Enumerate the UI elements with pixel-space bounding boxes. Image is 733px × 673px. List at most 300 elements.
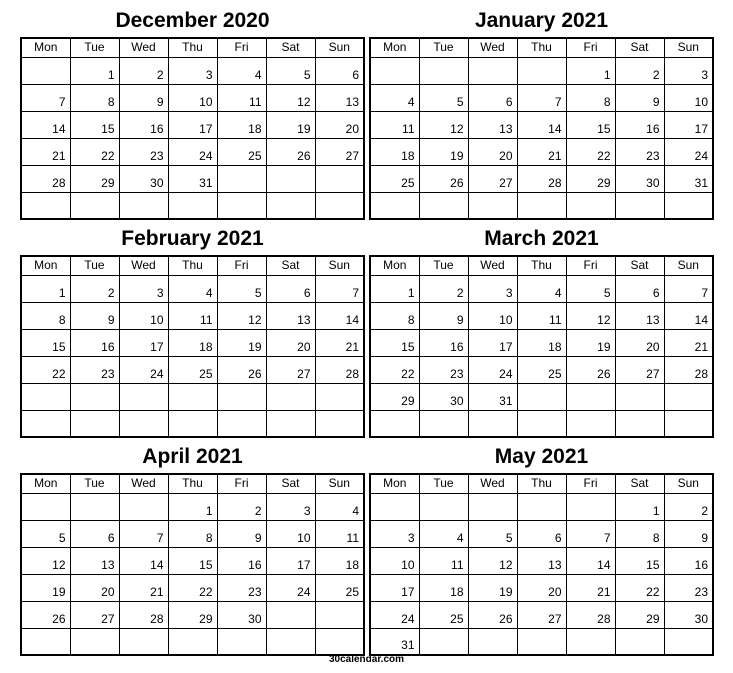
day-cell: 28 [664,356,713,383]
day-cell: 12 [21,547,70,574]
week-row [21,111,364,138]
day-cell [517,628,566,655]
day-cell: 24 [370,601,419,628]
day-cell: 31 [168,165,217,192]
day-cell: 5 [468,520,517,547]
day-cell: 8 [566,84,615,111]
weekday-header: Mon [21,474,70,493]
week-row [370,329,713,356]
day-cell [315,192,364,219]
day-cell: 28 [517,165,566,192]
day-cell: 20 [517,574,566,601]
week-row [21,356,364,383]
day-cell: 8 [370,302,419,329]
day-cell: 1 [21,275,70,302]
day-cell: 22 [70,138,119,165]
day-cell: 7 [664,275,713,302]
day-cell: 21 [664,329,713,356]
day-cell [566,192,615,219]
day-cell: 14 [315,302,364,329]
day-cell: 26 [21,601,70,628]
day-cell [566,410,615,437]
day-cell: 3 [266,493,315,520]
day-cell: 5 [566,275,615,302]
day-cell [21,57,70,84]
day-cell: 4 [517,275,566,302]
day-cell: 2 [119,57,168,84]
weekday-header: Sat [615,256,664,275]
day-cell: 25 [517,356,566,383]
weekday-header: Mon [370,256,419,275]
day-cell: 29 [168,601,217,628]
day-cell: 4 [315,493,364,520]
day-cell [566,493,615,520]
weekday-header: Thu [168,256,217,275]
day-cell [21,410,70,437]
day-cell: 29 [370,383,419,410]
day-cell: 22 [168,574,217,601]
day-cell: 16 [419,329,468,356]
day-cell: 8 [70,84,119,111]
day-cell: 25 [370,165,419,192]
day-cell: 2 [217,493,266,520]
day-cell [217,192,266,219]
day-cell: 16 [70,329,119,356]
day-cell: 30 [664,601,713,628]
day-cell: 18 [315,547,364,574]
weekday-header: Sun [315,38,364,57]
weekday-header: Wed [119,474,168,493]
day-cell: 24 [266,574,315,601]
day-cell: 17 [468,329,517,356]
week-row [21,628,364,655]
day-cell [315,165,364,192]
month-table [369,255,714,438]
week-row [21,165,364,192]
day-cell: 21 [21,138,70,165]
weekday-header: Thu [517,256,566,275]
weekday-header: Sat [266,474,315,493]
day-cell: 9 [615,84,664,111]
day-cell [370,493,419,520]
week-row [370,57,713,84]
week-row [21,383,364,410]
day-cell: 22 [370,356,419,383]
weekday-header: Fri [566,38,615,57]
day-cell: 18 [517,329,566,356]
day-cell: 17 [168,111,217,138]
weekday-header: Tue [70,474,119,493]
weekday-header: Thu [517,38,566,57]
day-cell: 17 [664,111,713,138]
day-cell: 5 [266,57,315,84]
day-cell: 16 [119,111,168,138]
day-cell: 27 [517,601,566,628]
day-cell: 8 [168,520,217,547]
week-row [370,192,713,219]
day-cell: 15 [615,547,664,574]
day-cell: 30 [119,165,168,192]
day-cell: 27 [615,356,664,383]
week-row [21,57,364,84]
weekday-header: Sat [615,474,664,493]
month-table [20,255,365,438]
day-cell: 25 [419,601,468,628]
day-cell [468,192,517,219]
day-cell: 28 [315,356,364,383]
day-cell: 2 [70,275,119,302]
day-cell [70,410,119,437]
day-cell [168,383,217,410]
weekday-header: Sat [266,38,315,57]
day-cell: 6 [266,275,315,302]
week-row [21,138,364,165]
week-row [370,383,713,410]
week-row [370,628,713,655]
day-cell [517,410,566,437]
day-cell [266,601,315,628]
week-row [21,410,364,437]
day-cell: 3 [168,57,217,84]
day-cell: 19 [566,329,615,356]
day-cell: 5 [419,84,468,111]
day-cell: 13 [615,302,664,329]
weekday-header: Tue [70,38,119,57]
weekday-header: Thu [517,474,566,493]
day-cell [70,192,119,219]
day-cell: 10 [468,302,517,329]
day-cell [70,628,119,655]
week-row [370,84,713,111]
weekday-header: Sun [315,256,364,275]
weekday-header: Mon [370,38,419,57]
weekday-header: Fri [217,38,266,57]
day-cell [517,192,566,219]
month-title: January 2021 [474,9,609,32]
day-cell: 1 [370,275,419,302]
day-cell [370,57,419,84]
weekday-header-row [21,256,364,275]
weekday-header: Thu [168,38,217,57]
day-cell: 8 [615,520,664,547]
week-row [21,601,364,628]
day-cell: 18 [217,111,266,138]
day-cell: 2 [419,275,468,302]
day-cell: 26 [419,165,468,192]
month-title: March 2021 [484,227,599,250]
day-cell: 22 [21,356,70,383]
day-cell [615,192,664,219]
day-cell: 24 [664,138,713,165]
month-calendar [20,438,365,656]
day-cell: 16 [217,547,266,574]
day-cell: 26 [468,601,517,628]
day-cell [419,57,468,84]
weekday-header: Tue [70,256,119,275]
weekday-header: Sun [664,256,713,275]
day-cell: 31 [370,628,419,655]
week-row [370,138,713,165]
day-cell [615,628,664,655]
day-cell: 27 [70,601,119,628]
month-calendar [20,220,365,438]
day-cell [266,628,315,655]
day-cell [266,165,315,192]
weekday-header: Wed [468,256,517,275]
day-cell: 28 [566,601,615,628]
day-cell: 10 [266,520,315,547]
month-calendar [369,220,714,438]
day-cell [70,493,119,520]
weekday-header: Sun [664,474,713,493]
month-title: February 2021 [121,227,264,250]
day-cell: 3 [119,275,168,302]
day-cell: 3 [370,520,419,547]
day-cell: 7 [315,275,364,302]
day-cell: 6 [615,275,664,302]
day-cell: 13 [517,547,566,574]
day-cell: 20 [315,111,364,138]
day-cell [468,628,517,655]
day-cell: 15 [70,111,119,138]
day-cell: 22 [615,574,664,601]
day-cell: 20 [70,574,119,601]
weekday-header: Tue [419,474,468,493]
day-cell: 7 [566,520,615,547]
weekday-header: Sun [315,474,364,493]
day-cell: 28 [21,165,70,192]
day-cell: 7 [517,84,566,111]
day-cell: 26 [217,356,266,383]
day-cell [119,493,168,520]
day-cell [370,192,419,219]
day-cell: 2 [664,493,713,520]
day-cell [119,410,168,437]
day-cell: 3 [664,57,713,84]
day-cell: 23 [217,574,266,601]
day-cell: 30 [419,383,468,410]
day-cell: 12 [217,302,266,329]
day-cell [419,628,468,655]
week-row [21,84,364,111]
day-cell [119,628,168,655]
day-cell [517,493,566,520]
day-cell [615,410,664,437]
weekday-header: Sat [266,256,315,275]
day-cell [419,192,468,219]
day-cell: 29 [70,165,119,192]
weekday-header: Mon [370,474,419,493]
day-cell [566,628,615,655]
day-cell: 31 [468,383,517,410]
week-row [21,275,364,302]
day-cell: 18 [168,329,217,356]
month-table [369,37,714,220]
day-cell: 4 [217,57,266,84]
day-cell: 9 [217,520,266,547]
day-cell [266,410,315,437]
month-table [20,473,365,656]
day-cell: 7 [119,520,168,547]
day-cell [468,410,517,437]
day-cell: 10 [119,302,168,329]
week-row [21,302,364,329]
day-cell: 25 [168,356,217,383]
day-cell: 28 [119,601,168,628]
month-calendar [20,2,365,220]
day-cell: 14 [566,547,615,574]
day-cell: 17 [266,547,315,574]
weekday-header: Wed [468,38,517,57]
day-cell [217,628,266,655]
day-cell: 6 [70,520,119,547]
day-cell [168,410,217,437]
day-cell: 13 [315,84,364,111]
day-cell: 23 [119,138,168,165]
day-cell: 9 [664,520,713,547]
day-cell [119,383,168,410]
week-row [370,165,713,192]
day-cell: 24 [119,356,168,383]
week-row [21,547,364,574]
month-calendar [369,2,714,220]
day-cell: 19 [21,574,70,601]
month-table [369,473,714,656]
day-cell [315,601,364,628]
week-row [370,520,713,547]
day-cell: 19 [266,111,315,138]
day-cell: 29 [615,601,664,628]
day-cell: 13 [468,111,517,138]
day-cell: 27 [315,138,364,165]
weekday-header: Wed [468,474,517,493]
month-table [20,37,365,220]
day-cell [315,628,364,655]
day-cell: 11 [315,520,364,547]
day-cell: 12 [566,302,615,329]
week-row [370,275,713,302]
day-cell [419,493,468,520]
day-cell: 8 [21,302,70,329]
day-cell: 24 [468,356,517,383]
day-cell: 18 [370,138,419,165]
day-cell: 27 [468,165,517,192]
week-row [21,493,364,520]
month-title: April 2021 [142,445,243,468]
day-cell: 31 [664,165,713,192]
day-cell: 12 [266,84,315,111]
day-cell [119,192,168,219]
weekday-header: Fri [566,474,615,493]
weekday-header-row [370,474,713,493]
day-cell [615,383,664,410]
week-row [21,192,364,219]
weekday-header-row [370,38,713,57]
day-cell [168,628,217,655]
day-cell [419,410,468,437]
day-cell: 30 [217,601,266,628]
weekday-header: Mon [21,38,70,57]
weekday-header: Wed [119,256,168,275]
day-cell [21,383,70,410]
day-cell: 26 [566,356,615,383]
weekday-header: Sat [615,38,664,57]
day-cell: 10 [168,84,217,111]
day-cell [370,410,419,437]
day-cell: 25 [315,574,364,601]
weekday-header: Tue [419,38,468,57]
day-cell: 12 [468,547,517,574]
day-cell: 5 [217,275,266,302]
weekday-header: Fri [217,256,266,275]
day-cell [517,57,566,84]
day-cell: 27 [266,356,315,383]
day-cell [664,628,713,655]
day-cell: 17 [370,574,419,601]
week-row [370,547,713,574]
day-cell [315,410,364,437]
day-cell: 16 [615,111,664,138]
day-cell: 20 [468,138,517,165]
day-cell [468,57,517,84]
month-title: December 2020 [115,9,270,32]
day-cell: 23 [70,356,119,383]
day-cell: 1 [615,493,664,520]
week-row [370,574,713,601]
day-cell [664,410,713,437]
day-cell: 1 [168,493,217,520]
day-cell: 23 [664,574,713,601]
day-cell: 15 [168,547,217,574]
day-cell: 20 [266,329,315,356]
day-cell: 19 [419,138,468,165]
week-row [370,302,713,329]
weekday-header: Tue [419,256,468,275]
day-cell: 14 [664,302,713,329]
day-cell: 9 [119,84,168,111]
day-cell: 1 [70,57,119,84]
day-cell: 9 [419,302,468,329]
week-row [21,520,364,547]
day-cell [217,383,266,410]
day-cell: 23 [615,138,664,165]
day-cell: 22 [566,138,615,165]
day-cell [517,383,566,410]
weekday-header: Mon [21,256,70,275]
day-cell [315,383,364,410]
day-cell [21,192,70,219]
day-cell: 13 [70,547,119,574]
day-cell: 5 [21,520,70,547]
day-cell: 11 [168,302,217,329]
weekday-header: Fri [217,474,266,493]
weekday-header-row [21,474,364,493]
day-cell: 11 [217,84,266,111]
day-cell: 13 [266,302,315,329]
day-cell: 4 [419,520,468,547]
day-cell [70,383,119,410]
day-cell: 21 [566,574,615,601]
day-cell: 21 [517,138,566,165]
day-cell: 4 [168,275,217,302]
day-cell: 26 [266,138,315,165]
day-cell [266,192,315,219]
day-cell: 6 [315,57,364,84]
week-row [21,574,364,601]
weekday-header: Thu [168,474,217,493]
weekday-header-row [21,38,364,57]
day-cell: 14 [21,111,70,138]
